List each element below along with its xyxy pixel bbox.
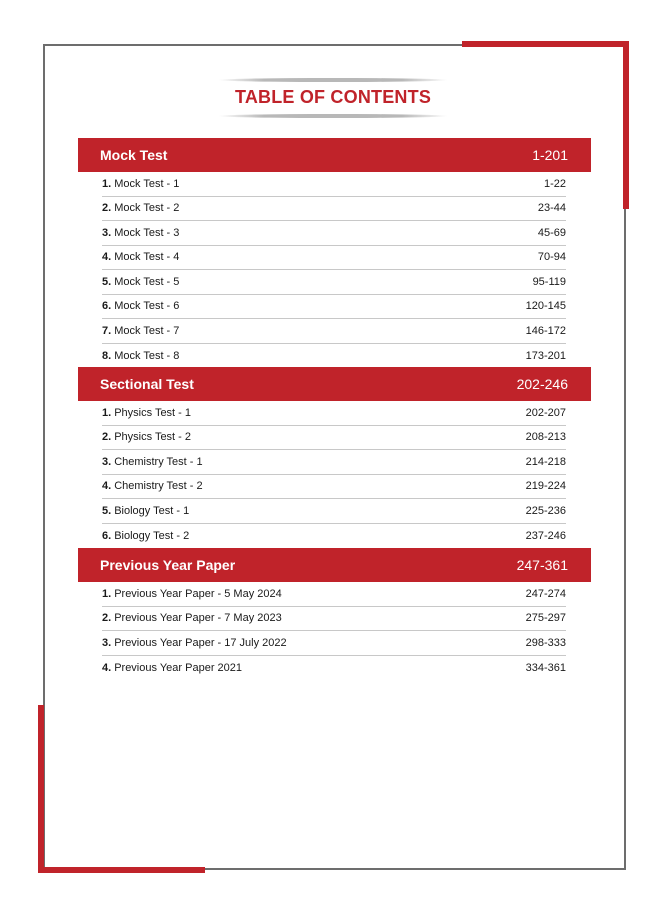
toc-entry[interactable] bbox=[102, 221, 566, 246]
section-entries bbox=[78, 172, 591, 368]
corner-accent-bottom-left-vertical bbox=[38, 705, 44, 873]
section-page-range: 1-201 bbox=[532, 147, 568, 163]
entry-number: 6. bbox=[102, 300, 112, 313]
entry-label-group bbox=[102, 227, 179, 239]
toc-section-mock-test bbox=[78, 138, 591, 368]
section-entries bbox=[78, 582, 591, 680]
corner-accent-bottom-left bbox=[38, 867, 205, 873]
entry-label-group bbox=[102, 456, 203, 468]
entry-pages: 237-246 bbox=[525, 529, 566, 542]
entry-pages: 247-274 bbox=[525, 587, 566, 600]
section-page-range: 202-246 bbox=[516, 376, 568, 392]
toc-entry[interactable] bbox=[102, 172, 566, 197]
toc-entry[interactable] bbox=[102, 401, 566, 426]
entry-title: Previous Year Paper - 5 May 2024 bbox=[114, 587, 282, 600]
entry-number: 1. bbox=[102, 177, 112, 190]
section-header[interactable] bbox=[78, 548, 591, 582]
entry-label-group bbox=[102, 505, 189, 517]
entry-title: Physics Test - 1 bbox=[114, 406, 192, 419]
entry-title: Mock Test - 6 bbox=[114, 300, 180, 313]
entry-number: 2. bbox=[102, 202, 112, 215]
entry-pages: 208-213 bbox=[525, 431, 566, 444]
entry-number: 4. bbox=[102, 661, 112, 674]
entry-number: 3. bbox=[102, 636, 112, 649]
toc-entry[interactable] bbox=[102, 344, 566, 369]
entry-title: Biology Test - 2 bbox=[114, 529, 190, 542]
corner-accent-top-right bbox=[462, 41, 629, 47]
title-divider-top bbox=[218, 78, 448, 82]
entry-number: 2. bbox=[102, 431, 112, 444]
entry-label-group bbox=[102, 530, 189, 542]
toc-entry[interactable] bbox=[102, 499, 566, 524]
entry-title: Previous Year Paper 2021 bbox=[114, 661, 243, 674]
section-title: Mock Test bbox=[100, 147, 168, 163]
entry-label-group bbox=[102, 251, 179, 263]
entry-pages: 214-218 bbox=[525, 455, 566, 468]
entry-pages: 45-69 bbox=[537, 226, 566, 239]
entry-title: Previous Year Paper - 7 May 2023 bbox=[114, 612, 282, 625]
entry-pages: 1-22 bbox=[543, 177, 566, 190]
toc-entry[interactable] bbox=[102, 631, 566, 656]
entry-title: Chemistry Test - 2 bbox=[114, 480, 203, 493]
entry-title: Previous Year Paper - 17 July 2022 bbox=[114, 636, 287, 649]
entry-pages: 275-297 bbox=[525, 612, 566, 625]
entry-pages: 202-207 bbox=[525, 406, 566, 419]
section-header[interactable] bbox=[78, 367, 591, 401]
entry-number: 1. bbox=[102, 587, 112, 600]
entry-title: Mock Test - 7 bbox=[114, 324, 180, 337]
entry-number: 4. bbox=[102, 251, 112, 264]
entry-pages: 298-333 bbox=[525, 636, 566, 649]
entry-title: Mock Test - 4 bbox=[114, 251, 180, 264]
entry-number: 3. bbox=[102, 455, 112, 468]
entry-title: Mock Test - 1 bbox=[114, 177, 180, 190]
page-title: TABLE OF CONTENTS bbox=[234, 87, 432, 107]
title-block bbox=[218, 78, 448, 120]
entry-number: 8. bbox=[102, 349, 112, 362]
entry-title: Mock Test - 3 bbox=[114, 226, 180, 239]
entry-label-group bbox=[102, 431, 191, 443]
entry-pages: 120-145 bbox=[525, 300, 566, 313]
entry-label-group bbox=[102, 480, 203, 492]
toc-entry[interactable] bbox=[102, 295, 566, 320]
toc-section-sectional-test bbox=[78, 367, 591, 548]
entry-title: Mock Test - 5 bbox=[114, 275, 180, 288]
entry-label-group bbox=[102, 662, 242, 674]
toc-entry[interactable] bbox=[102, 524, 566, 549]
entry-number: 5. bbox=[102, 275, 112, 288]
toc-entry[interactable] bbox=[102, 197, 566, 222]
toc-entry[interactable] bbox=[102, 426, 566, 451]
entry-title: Mock Test - 2 bbox=[114, 202, 180, 215]
entry-pages: 225-236 bbox=[525, 504, 566, 517]
toc-section-previous-year-paper bbox=[78, 548, 591, 680]
section-title: Sectional Test bbox=[100, 376, 194, 392]
entry-number: 5. bbox=[102, 504, 112, 517]
entry-pages: 95-119 bbox=[532, 275, 566, 288]
entry-label-group bbox=[102, 276, 179, 288]
entry-pages: 23-44 bbox=[537, 202, 566, 215]
section-header[interactable] bbox=[78, 138, 591, 172]
entry-label-group bbox=[102, 588, 282, 600]
entry-label-group bbox=[102, 637, 287, 649]
toc-entry[interactable] bbox=[102, 607, 566, 632]
entry-number: 6. bbox=[102, 529, 112, 542]
toc-entry[interactable] bbox=[102, 319, 566, 344]
section-title: Previous Year Paper bbox=[100, 557, 236, 573]
entry-pages: 219-224 bbox=[525, 480, 566, 493]
entry-label-group bbox=[102, 612, 282, 624]
toc-entry[interactable] bbox=[102, 475, 566, 500]
toc-entry[interactable] bbox=[102, 582, 566, 607]
entry-label-group bbox=[102, 178, 179, 190]
entry-pages: 334-361 bbox=[525, 661, 566, 674]
entry-pages: 146-172 bbox=[525, 324, 566, 337]
section-entries bbox=[78, 401, 591, 548]
entry-pages: 70-94 bbox=[537, 251, 566, 264]
entry-label-group bbox=[102, 350, 179, 362]
entry-label-group bbox=[102, 325, 179, 337]
toc-entry[interactable] bbox=[102, 246, 566, 271]
toc-entry[interactable] bbox=[102, 656, 566, 681]
entry-title: Chemistry Test - 1 bbox=[114, 455, 203, 468]
section-page-range: 247-361 bbox=[516, 557, 568, 573]
entry-title: Physics Test - 2 bbox=[114, 431, 192, 444]
title-divider-bottom bbox=[218, 114, 448, 118]
toc-entry[interactable] bbox=[102, 270, 566, 295]
entry-number: 4. bbox=[102, 480, 112, 493]
entry-label-group bbox=[102, 202, 179, 214]
entry-number: 1. bbox=[102, 406, 112, 419]
entry-number: 2. bbox=[102, 612, 112, 625]
entry-title: Biology Test - 1 bbox=[114, 504, 190, 517]
corner-accent-top-right-vertical bbox=[623, 41, 629, 209]
entry-pages: 173-201 bbox=[525, 349, 566, 362]
toc-entry[interactable] bbox=[102, 450, 566, 475]
entry-label-group bbox=[102, 407, 191, 419]
entry-label-group bbox=[102, 300, 179, 312]
entry-number: 7. bbox=[102, 324, 112, 337]
entry-title: Mock Test - 8 bbox=[114, 349, 180, 362]
entry-number: 3. bbox=[102, 226, 112, 239]
